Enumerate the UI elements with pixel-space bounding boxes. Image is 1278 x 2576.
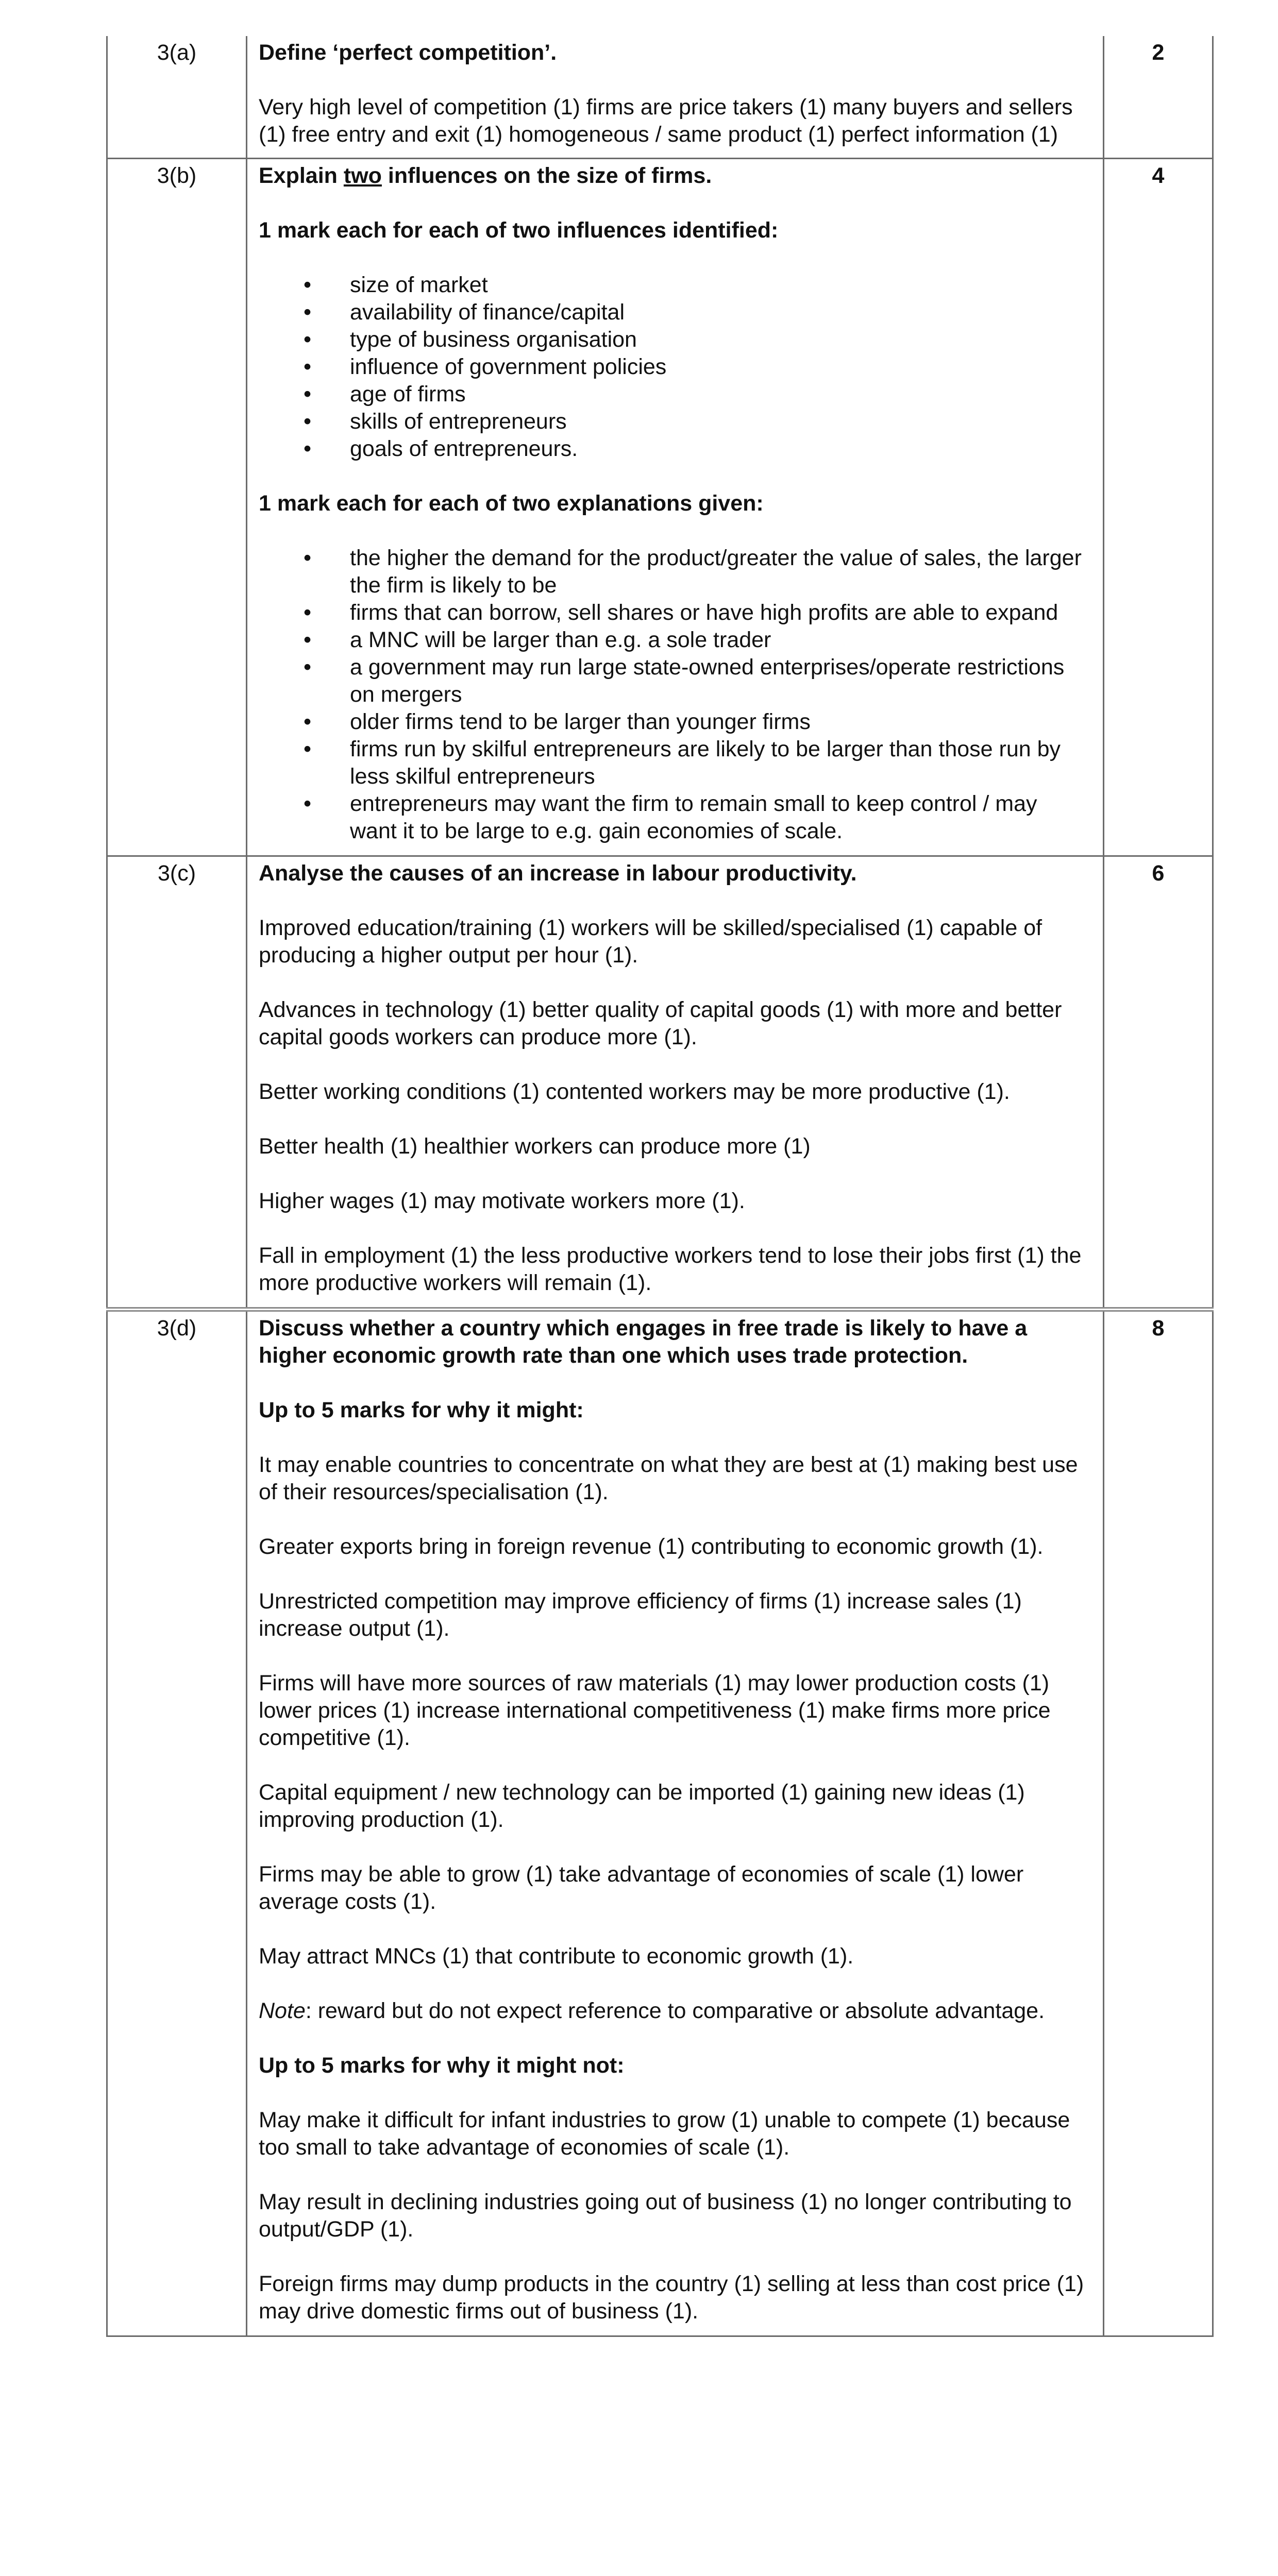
question-text-post: influences on the size of firms.	[381, 163, 712, 188]
answer-paragraph: Firms may be able to grow (1) take advantage of economies of scale (1) lower average costs (1).	[259, 1862, 1024, 1914]
answer-paragraph: Firms will have more sources of raw materials (1) may lower production costs (1) lower prices (1) increase international competitiveness (1) make firms more price competitive (1).	[259, 1671, 1051, 1750]
list-item: • firms that can borrow, sell shares or have high profits are able to expand	[350, 599, 1089, 626]
list-item: • skills of entrepreneurs	[350, 408, 1089, 435]
influences-list	[259, 272, 1089, 463]
question-number: 3(c)	[107, 856, 247, 1310]
list-item: • a government may run large state-owned enterprises/operate restrictions on mergers	[350, 654, 1089, 708]
mark-heading: 1 mark each for each of two influences identified:	[259, 218, 779, 243]
answer-cell	[247, 159, 1104, 856]
question-number: 3(b)	[107, 159, 247, 856]
marks: 8	[1104, 1310, 1213, 2336]
mark-heading: Up to 5 marks for why it might not:	[259, 2053, 625, 2078]
list-item: • goals of entrepreneurs.	[350, 435, 1089, 463]
answer-cell	[247, 856, 1104, 1310]
answer-paragraph: May make it difficult for infant industries to grow (1) unable to compete (1) because too small to take advantage of economies of scale (1).	[259, 2108, 1070, 2160]
answer-text: Very high level of competition (1) firms are price takers (1) many buyers and sellers (1) free entry and exit (1) homogeneous / same product (1) perfect information (1)	[259, 95, 1073, 147]
question-number: 3(a)	[107, 36, 247, 159]
list-item: • age of firms	[350, 381, 1089, 408]
marks: 4	[1104, 159, 1213, 856]
answer-paragraph: Greater exports bring in foreign revenue (1) contributing to economic growth (1).	[259, 1534, 1044, 1559]
question-text: Discuss whether a country which engages in free trade is likely to have a higher economic growth rate than one which uses trade protection.	[259, 1316, 1028, 1368]
mark-heading: 1 mark each for each of two explanations given:	[259, 491, 764, 516]
list-item: • size of market	[350, 272, 1089, 299]
marks: 6	[1104, 856, 1213, 1310]
answer-paragraph: Advances in technology (1) better quality of capital goods (1) with more and better capital goods workers can produce more (1).	[259, 997, 1062, 1049]
mark-heading: Up to 5 marks for why it might:	[259, 1398, 584, 1422]
answer-paragraph: Better working conditions (1) contented workers may be more productive (1).	[259, 1079, 1010, 1104]
answer-paragraph: Foreign firms may dump products in the country (1) selling at less than cost price (1) may drive domestic firms out of business (1).	[259, 2272, 1084, 2324]
question-row-3d	[107, 1310, 1213, 2336]
answer-paragraph: Unrestricted competition may improve efficiency of firms (1) increase sales (1) increase output (1).	[259, 1589, 1022, 1641]
list-item: • type of business organisation	[350, 326, 1089, 353]
list-item: • the higher the demand for the product/greater the value of sales, the larger the firm is likely to be	[350, 545, 1089, 599]
note-text: : reward but do not expect reference to comparative or absolute advantage.	[305, 1998, 1045, 2023]
answer-cell	[247, 1310, 1104, 2336]
note-paragraph	[259, 1997, 1089, 2025]
answer-cell	[247, 36, 1104, 159]
question-text: Define ‘perfect competition’.	[259, 40, 557, 65]
list-item: • older firms tend to be larger than younger firms	[350, 708, 1089, 736]
list-item: • a MNC will be larger than e.g. a sole trader	[350, 626, 1089, 654]
question-text: Analyse the causes of an increase in labour productivity.	[259, 861, 857, 886]
question-text-pre: Explain	[259, 163, 344, 188]
answer-paragraph: It may enable countries to concentrate on what they are best at (1) making best use of their resources/specialisation (1).	[259, 1452, 1078, 1504]
answer-paragraph: Improved education/training (1) workers will be skilled/specialised (1) capable of producing a higher output per hour (1).	[259, 916, 1042, 968]
question-text	[259, 162, 1089, 190]
answer-paragraph: May result in declining industries going out of business (1) no longer contributing to output/GDP (1).	[259, 2190, 1072, 2242]
question-row-3b	[107, 159, 1213, 856]
explanations-list	[259, 545, 1089, 845]
answer-paragraph: Fall in employment (1) the less productive workers tend to lose their jobs first (1) the more productive workers will remain (1).	[259, 1243, 1082, 1295]
answer-paragraph: May attract MNCs (1) that contribute to economic growth (1).	[259, 1944, 854, 1969]
question-row-3a	[107, 36, 1213, 159]
answer-paragraph: Higher wages (1) may motivate workers more (1).	[259, 1189, 745, 1213]
answer-paragraph: Capital equipment / new technology can be imported (1) gaining new ideas (1) improving production (1).	[259, 1780, 1025, 1832]
answer-paragraph: Better health (1) healthier workers can produce more (1)	[259, 1134, 811, 1159]
list-item: • entrepreneurs may want the firm to remain small to keep control / may want it to be large to e.g. gain economies of scale.	[350, 790, 1089, 845]
question-row-3c	[107, 856, 1213, 1310]
list-item: • influence of government policies	[350, 353, 1089, 381]
list-item: • availability of finance/capital	[350, 299, 1089, 326]
mark-scheme-table	[106, 36, 1214, 2337]
note-label: Note	[259, 1998, 306, 2023]
marks: 2	[1104, 36, 1213, 159]
list-item: • firms run by skilful entrepreneurs are likely to be larger than those run by less skilful entrepreneurs	[350, 736, 1089, 790]
question-text-underlined: two	[343, 163, 382, 188]
question-number: 3(d)	[107, 1310, 247, 2336]
